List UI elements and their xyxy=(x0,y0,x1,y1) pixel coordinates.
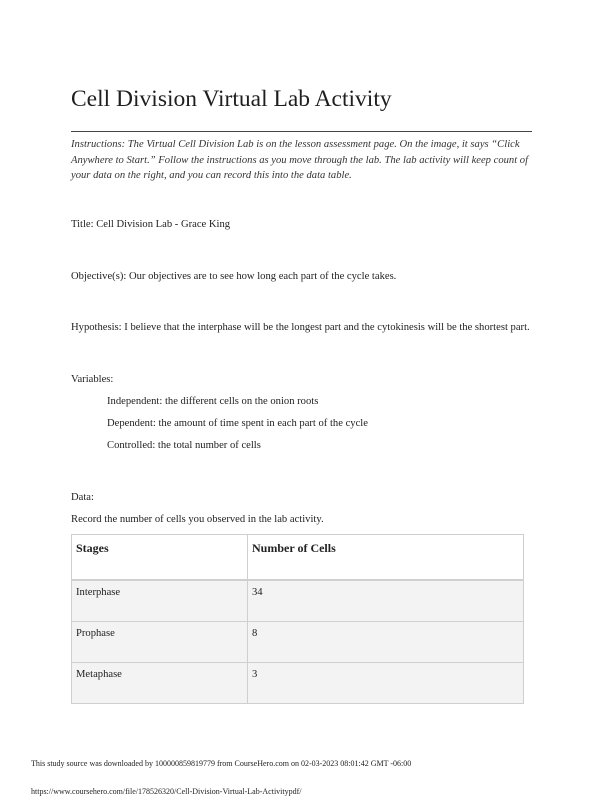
hypothesis-text: Hypothesis: I believe that the interphase will be the longest part and the cytokinesis will be the shortest part. xyxy=(71,322,530,333)
instructions-text: Instructions: The Virtual Cell Division Lab is on the lesson assessment page. On the image, it says “Click Anywhere to Start.” Follow the instructions as you move through the lab. The lab activity will keep count of your data on the right, and you can record this into the data table. xyxy=(71,139,529,181)
data-table xyxy=(71,534,524,704)
variables-heading: Variables: xyxy=(71,374,114,385)
table-cell: 8 xyxy=(248,622,524,663)
source-url[interactable]: https://www.coursehero.com/file/178526320/Cell-Division-Virtual-Lab-Activitypdf/ xyxy=(31,787,302,796)
lab-title-text: Title: Cell Division Lab - Grace King xyxy=(71,219,231,230)
table-cell: 34 xyxy=(248,580,524,622)
data-instruction: Record the number of cells you observed in the lab activity. xyxy=(71,514,324,525)
independent-variable: Independent: the different cells on the onion roots xyxy=(107,396,319,407)
table-row xyxy=(72,663,524,704)
table-header-cell: Stages xyxy=(72,535,248,581)
dependent-variable: Dependent: the amount of time spent in each part of the cycle xyxy=(107,418,368,429)
table-cell: Prophase xyxy=(72,622,248,663)
table-row xyxy=(72,622,524,663)
download-note: This study source was downloaded by 100000859819779 from CourseHero.com on 02-03-2023 08:01:42 GMT -06:00 xyxy=(31,759,412,768)
table-header-row xyxy=(72,535,524,581)
table-cell: 3 xyxy=(248,663,524,704)
title-divider xyxy=(71,131,532,132)
document-title: Cell Division Virtual Lab Activity xyxy=(71,86,392,112)
table-cell: Interphase xyxy=(72,580,248,622)
table-cell: Metaphase xyxy=(72,663,248,704)
table-header-cell: Number of Cells xyxy=(248,535,524,581)
data-heading: Data: xyxy=(71,492,94,503)
objectives-text: Objective(s): Our objectives are to see how long each part of the cycle takes. xyxy=(71,271,397,282)
table-row xyxy=(72,580,524,622)
controlled-variable: Controlled: the total number of cells xyxy=(107,440,261,451)
